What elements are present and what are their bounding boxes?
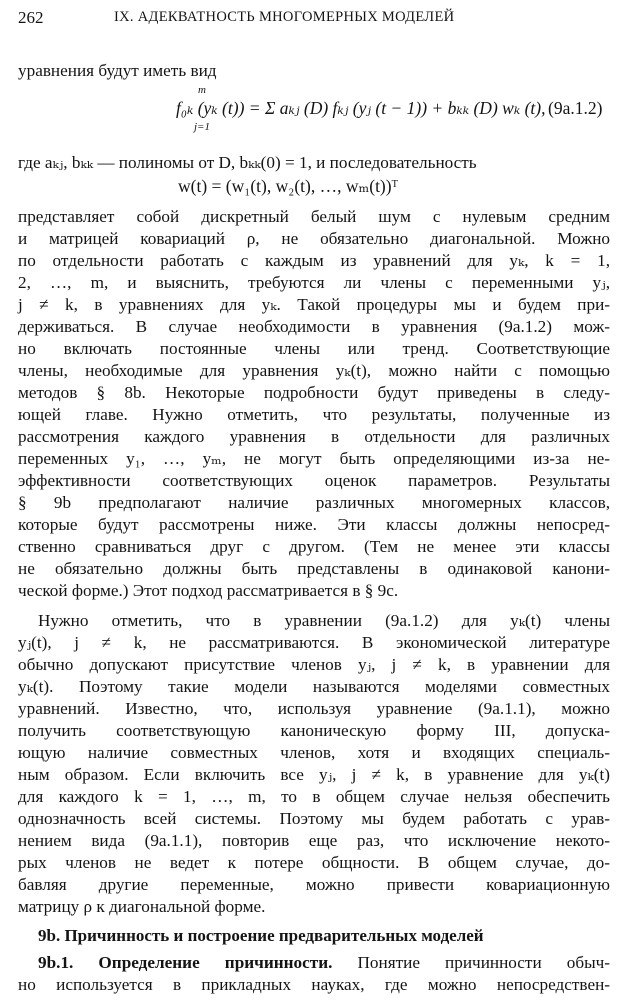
where-line: где aₖⱼ, bₖₖ — полиномы от D, bₖₖ(0) = 1, и последовательность [18, 153, 477, 172]
equation-w: w(t) = (w₁(t), w₂(t), …, wₘ(t))ᵀ [178, 176, 398, 196]
text-line: рассмотрения каждого уравнения в отдельности для различных [18, 427, 610, 446]
text-line: yₖ(t). Поэтому такие модели называются моделями совместных [18, 677, 610, 696]
text-line: Понятие причинности обыч- [332, 953, 610, 972]
text-line: рых членов не ведет к потере общности. В общем случае, до- [18, 853, 610, 872]
text-line: держиваться. В случае необходимости в уравнения (9a.1.2) мож- [18, 317, 610, 336]
text-line: j ≠ k, в уравнениях для yₖ. Такой процедуры мы и будем при- [18, 295, 610, 314]
text-line: переменных y₁, …, yₘ, не могут быть определяющими из-за не- [18, 449, 610, 468]
text-line: ческой форме.) Этот подход рассматривается в § 9c. [18, 581, 399, 600]
text-line: 2, …, m, и выяснить, требуются ли члены с переменными yⱼ, [18, 273, 610, 292]
intro-line: уравнения будут иметь вид [18, 61, 217, 80]
equation-number: (9a.1.2) [548, 98, 603, 118]
text-line: но используется в прикладных науках, где можно непосредствен- [18, 975, 610, 994]
text-line: эффективности соответствующих оценок параметров. Результаты [18, 471, 610, 490]
text-line: представляет собой дискретный белый шум с нулевым средним [18, 207, 610, 226]
page-number: 262 [18, 8, 44, 27]
page-header [18, 8, 610, 30]
text-line: которые будут рассмотрены ниже. Эти классы должны непосред- [18, 515, 610, 534]
text-line: ным образом. Если включить все yⱼ, j ≠ k, в уравнение для yₖ(t) [18, 765, 610, 784]
subsection-first-line [38, 952, 610, 973]
text-line: yⱼ(t), j ≠ k, не рассматриваются. В экономической литературе [18, 633, 610, 652]
text-line: методов § 8b. Некоторые подробности будут приведены в следу- [18, 383, 610, 402]
text-line: обычно допускают присутствие членов yⱼ, j ≠ k, в уравнении для [18, 655, 610, 674]
text-line: по отдельности работать с каждым из уравнений для yₖ, k = 1, [18, 251, 610, 270]
running-head: IX. АДЕКВАТНОСТЬ МНОГОМЕРНЫХ МОДЕЛЕЙ [114, 9, 455, 25]
text-line: и матрицей ковариаций ρ, не обязательно диагональной. Можно [18, 229, 610, 248]
text-line: § 9b предполагают наличие различных многомерных классов, [18, 493, 610, 512]
text-line: получить соответствующую каноническую форму III, допуска- [18, 721, 610, 740]
text-line: Нужно отметить, что в уравнении (9a.1.2) для yₖ(t) члены [38, 611, 610, 630]
text-line: нением вида (9a.1.1), повторив еще раз, что исключение некото- [18, 831, 610, 850]
text-line: не обязательно должны быть представлены в одинаковой канони- [18, 559, 610, 578]
text-line: для каждого k = 1, …, m, то в общем случае нельзя обеспечить [18, 787, 610, 806]
text-line: бавляя другие переменные, можно привести ковариационную [18, 875, 610, 894]
sum-lower-limit: j=1 [194, 121, 210, 133]
text-line: однозначность всей системы. Поэтому мы будем работать с урав- [18, 809, 610, 828]
text-line: члены, необходимые для уравнения yₖ(t), можно найти с помощью [18, 361, 610, 380]
text-line: матрицу ρ к диагональной форме. [18, 897, 266, 916]
subsection-title: 9b.1. Определение причинности. [38, 953, 333, 972]
text-line: ющую наличие совместных членов, хотя и входящих специаль- [18, 743, 610, 762]
equation-formula: f₀ₖ (yₖ (t)) = Σ aₖⱼ (D) fₖⱼ (yⱼ (t − 1)) + bₖₖ (D) wₖ (t), [176, 98, 546, 118]
sum-upper-limit: m [198, 84, 206, 96]
text-line: ющей главе. Нужно отметить, что результаты, полученные из [18, 405, 610, 424]
text-line: уравнений. Известно, что, используя уравнение (9a.1.1), можно [18, 699, 610, 718]
text-line: ственно сравниваться друг с другом. (Тем не менее эти классы [18, 537, 610, 556]
text-line: но включать постоянные члены или тренд. Соответствующие [18, 339, 610, 358]
section-title: 9b. Причинность и построение предварительных моделей [38, 926, 484, 945]
